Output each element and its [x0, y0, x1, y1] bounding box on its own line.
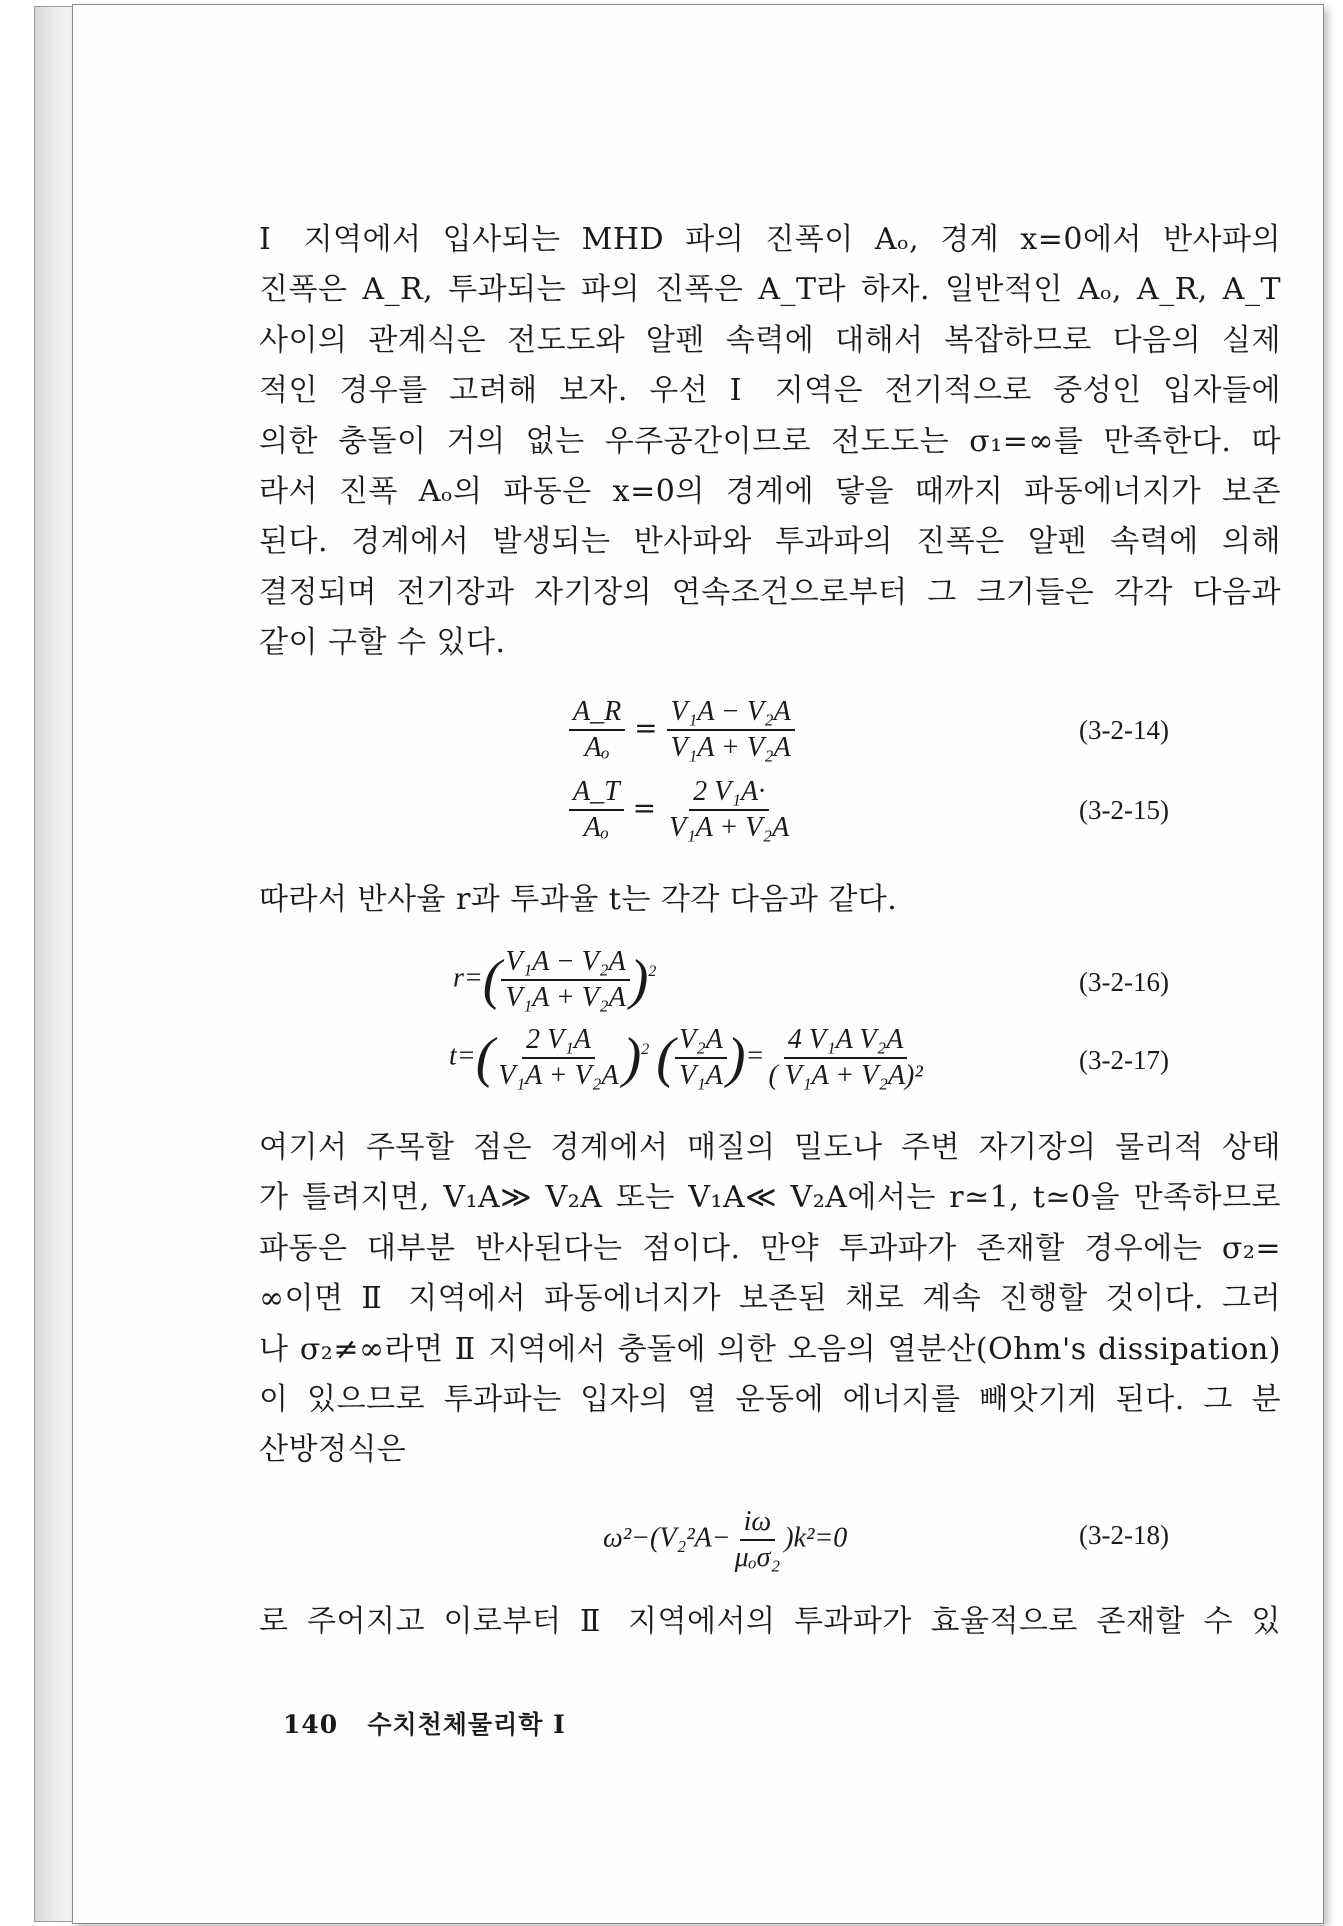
equation-number: (3-2-15) — [1079, 795, 1169, 825]
paragraph-4 — [259, 1597, 1281, 1647]
eq18-num: iω — [740, 1505, 776, 1541]
text-line: 로 주어지고 이로부터 Ⅱ 지역에서의 투과파가 효율적으로 존재할 수 있 — [259, 1604, 1281, 1639]
eq18-term: V₂²A− — [659, 1522, 731, 1554]
text-line: 의한 충돌이 거의 없는 우주공간이므로 전도도는 σ₁=∞를 만족한다. 따 — [259, 423, 1281, 459]
eq14-rhs-num: V₁A − V₂A — [667, 695, 795, 731]
eq17-den2: V₁A — [678, 1060, 723, 1091]
equation-3-2-16: r=( $\frac{\text{V₁A − V₂A}}{\text{V₁A + V₂A}}$ )$^2$ — [453, 946, 657, 1013]
eq17-lhs: t= — [449, 1040, 476, 1072]
eq18-lhs: ω²−( — [603, 1522, 660, 1554]
page-content — [73, 5, 1323, 1923]
eq15-rhs-den: V₁A + V₂A — [668, 812, 790, 843]
eq16-den: V₁A + V₂A — [505, 982, 626, 1013]
paragraph-3 — [259, 1123, 1281, 1476]
paragraph-2 — [259, 875, 1281, 925]
text-line: 여기서 주목할 점은 경계에서 매질의 밀도나 주변 자기장의 물리적 상태 — [259, 1130, 1281, 1165]
eq15-rhs-num: 2 V₁A· — [689, 775, 769, 811]
page-number: 140 — [283, 1710, 339, 1739]
text-line: 진폭은 A_R, 투과되는 파의 진폭은 A_T라 하자. 일반적인 Aₒ, A_R, A_T — [259, 272, 1281, 308]
book-page — [72, 4, 1324, 1924]
eq18-rhs: )k²=0 — [784, 1522, 848, 1554]
equation-3-2-17: t=( $\frac{\text{2 V₁A}}{\text{V₁A + V₂A}}$ )$^2$ ( $\frac{\text{V₂A}}{\text{V₁A}}$ )= $\frac{\text{4 V₁A V₂A}}{\text{( V₁A + V₂A)²}}$ — [449, 1023, 927, 1093]
text-line: 사이의 관계식은 전도도와 알펜 속력에 대해서 복잡하므로 다음의 실제 — [259, 322, 1281, 358]
text-line: 나 σ₂≠∞라면 Ⅱ 지역에서 충돌에 의한 오음의 열분산(Ohm's dissipation) — [259, 1331, 1281, 1367]
eq17-den1: V₁A + V₂A — [498, 1060, 619, 1091]
text-line: 가 틀려지면, V₁A≫ V₂A 또는 V₁A≪ V₂A에서는 r≃1, t≃0을 만족하므로 — [259, 1180, 1281, 1216]
equation-3-2-14: $\frac{A\_R}{\text{Aₒ}}$ = $\frac{\text{V₁A − V₂A}}{\text{V₁A + V₂A}}$ — [569, 695, 795, 765]
equation-number: (3-2-16) — [1079, 967, 1169, 997]
text-line: 같이 구할 수 있다. — [259, 625, 506, 661]
equation-number: (3-2-14) — [1079, 715, 1169, 745]
eq17-den3: ( V₁A + V₂A)² — [768, 1060, 923, 1091]
text-line: ∞이면 Ⅱ 지역에서 파동에너지가 보존된 채로 계속 진행할 것이다. 그러 — [259, 1281, 1281, 1317]
equation-3-2-15: $\frac{A\_T}{\text{Aₒ}}$ = $\frac{\text{2 V₁A·}}{\text{V₁A + V₂A}}$ — [569, 775, 793, 845]
eq14-rhs-den: V₁A + V₂A — [670, 732, 791, 763]
text-line: Ⅰ 지역에서 입사되는 MHD 파의 진폭이 Aₒ, 경계 x=0에서 반사파의 — [259, 222, 1281, 257]
eq17-num3: 4 V₁A V₂A — [784, 1023, 907, 1059]
book-title: 수치천체물리학 Ⅰ — [367, 1710, 566, 1739]
page-footer — [283, 1705, 566, 1741]
text-line: 파동은 대부분 반사된다는 점이다. 만약 투과파가 존재할 경우에는 σ₂= — [259, 1230, 1281, 1266]
eq18-den: μₒσ₂ — [734, 1542, 781, 1573]
text-line: 된다. 경계에서 발생되는 반사파와 투과파의 진폭은 알펜 속력에 의해 — [259, 524, 1281, 560]
eq15-lhs-num: A_T — [569, 775, 624, 811]
book-spine — [34, 6, 75, 1922]
eq16-exp: 2 — [648, 963, 657, 981]
paragraph-1 — [259, 215, 1281, 669]
text-line: 결정되며 전기장과 자기장의 연속조건으로부터 그 크기들은 각각 다음과 — [259, 574, 1281, 610]
eq17-exp: 2 — [641, 1041, 650, 1059]
eq14-lhs-den: Aₒ — [584, 732, 610, 763]
text-line: 라서 진폭 Aₒ의 파동은 x=0의 경계에 닿을 때까지 파동에너지가 보존 — [259, 474, 1281, 510]
eq17-num1: 2 V₁A — [522, 1023, 595, 1059]
eq17-num2: V₂A — [675, 1023, 727, 1059]
equation-number: (3-2-17) — [1079, 1045, 1169, 1075]
text-line: 이 있으므로 투과파는 입자의 열 운동에 에너지를 빼앗기게 된다. 그 분 — [259, 1382, 1281, 1418]
equation-3-2-18 — [603, 1505, 847, 1575]
text-line: 따라서 반사율 r과 투과율 t는 각각 다음과 같다. — [259, 882, 898, 917]
eq16-lhs: r= — [453, 962, 483, 994]
text-line: 적인 경우를 고려해 보자. 우선 Ⅰ 지역은 전기적으로 중성인 입자들에 — [259, 373, 1281, 409]
eq16-num: V₁A − V₂A — [501, 945, 629, 981]
eq14-lhs-num: A_R — [569, 695, 625, 731]
equation-number: (3-2-18) — [1079, 1520, 1169, 1550]
text-line: 산방정식은 — [259, 1432, 407, 1468]
eq15-lhs-den: Aₒ — [583, 812, 609, 843]
